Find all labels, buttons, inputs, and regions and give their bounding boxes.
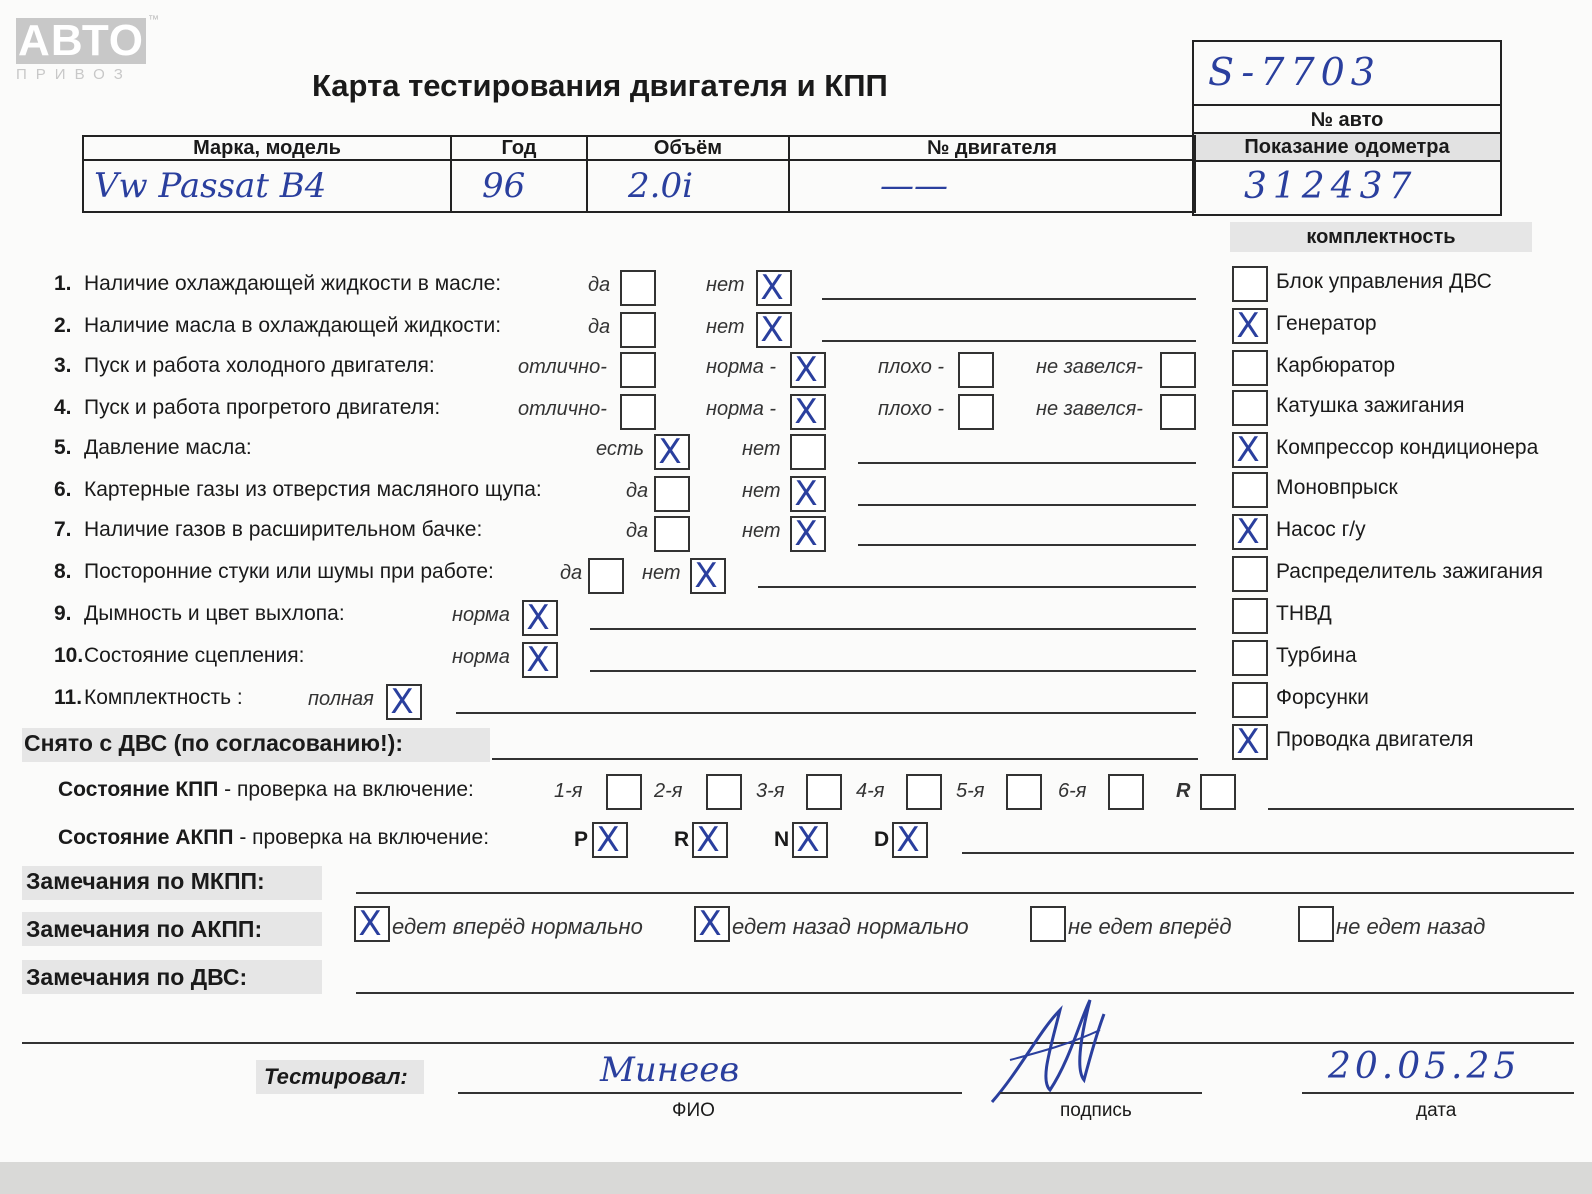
komplekt-4-checkbox[interactable] xyxy=(1232,390,1268,426)
question-3-option-2-label: норма - xyxy=(706,356,777,378)
question-3-option-4-checkbox[interactable] xyxy=(1160,352,1196,388)
question-3-option-1-label: отлично- xyxy=(518,356,607,378)
question-4 xyxy=(54,396,440,420)
year-value: 96 xyxy=(451,160,587,212)
question-4-option-3-label: плохо - xyxy=(878,398,945,420)
dvs-remarks-label: Замечания по ДВС: xyxy=(26,964,248,990)
kpp-gear-5-checkbox[interactable] xyxy=(1006,774,1042,810)
akpp-gear-3-checkbox-mark: X xyxy=(796,820,820,860)
question-9-text: Дымность и цвет выхлопа: xyxy=(84,602,345,625)
kpp-gear-6-checkbox[interactable] xyxy=(1108,774,1144,810)
question-2-line xyxy=(822,340,1196,342)
komplekt-1-checkbox[interactable] xyxy=(1232,266,1268,302)
komplekt-11-checkbox[interactable] xyxy=(1232,682,1268,718)
odometer-box xyxy=(1192,132,1502,216)
question-4-option-1-checkbox[interactable] xyxy=(620,394,656,430)
question-3 xyxy=(54,354,435,378)
year-header: Год xyxy=(451,136,587,160)
question-10-number: 10. xyxy=(54,644,84,667)
question-5-number: 5. xyxy=(54,436,72,459)
date-label: дата xyxy=(1416,1100,1457,1121)
question-6 xyxy=(54,478,542,502)
question-6-option-2-checkbox-mark: X xyxy=(794,474,818,514)
akpp-gear-2-checkbox-mark: X xyxy=(696,820,720,860)
akpp-line xyxy=(962,852,1574,854)
komplekt-7-label: Насос г/у xyxy=(1276,518,1366,541)
question-3-text: Пуск и работа холодного двигателя: xyxy=(84,354,435,377)
komplekt-8-label: Распределитель зажигания xyxy=(1276,560,1544,583)
question-2-option-1-label: да xyxy=(588,316,611,338)
komplekt-10-label: Турбина xyxy=(1276,644,1357,667)
question-7-line xyxy=(858,544,1196,546)
akpp-remark-1-label: едет вперёд нормально xyxy=(392,914,643,939)
komplekt-3-label: Карбюратор xyxy=(1276,354,1396,377)
question-7-option-1-label: да xyxy=(626,520,649,542)
kpp-gear-2-label: 2-я xyxy=(654,780,683,802)
komplekt-3-checkbox[interactable] xyxy=(1232,350,1268,386)
question-2-text: Наличие масла в охлаждающей жидкости: xyxy=(84,314,502,337)
question-8-option-2-checkbox-mark: X xyxy=(694,556,718,596)
komplekt-7-checkbox-mark: X xyxy=(1236,512,1260,552)
kpp-gear-7-label: R xyxy=(1176,780,1191,802)
question-6-text: Картерные газы из отверстия масляного щупа: xyxy=(84,478,542,501)
question-3-option-4-label: не завелся- xyxy=(1036,356,1143,378)
kpp-gear-3-checkbox[interactable] xyxy=(806,774,842,810)
akpp-gear-4-checkbox-mark: X xyxy=(896,820,920,860)
komplekt-12-label: Проводка двигателя xyxy=(1276,728,1474,751)
auto-number-label: № авто xyxy=(1194,104,1500,134)
akpp-remark-4-label: не едет назад xyxy=(1336,914,1486,939)
komplekt-2-checkbox-mark: X xyxy=(1236,306,1260,346)
akpp-remark-2-label: едет назад нормально xyxy=(732,914,969,939)
kpp-gear-2-checkbox[interactable] xyxy=(706,774,742,810)
kpp-gear-3-label: 3-я xyxy=(756,780,785,802)
akpp-remark-1-checkbox-mark: X xyxy=(358,904,382,944)
komplekt-5-checkbox-mark: X xyxy=(1236,430,1260,470)
question-8-option-1-checkbox[interactable] xyxy=(588,558,624,594)
komplekt-4-label: Катушка зажигания xyxy=(1276,394,1465,417)
question-2-option-1-checkbox[interactable] xyxy=(620,312,656,348)
question-4-option-3-checkbox[interactable] xyxy=(958,394,994,430)
volume-value: 2.0i xyxy=(587,160,789,212)
question-6-number: 6. xyxy=(54,478,72,501)
akpp-remarks-label: Замечания по АКПП: xyxy=(26,916,263,942)
akpp-gear-2-label: R xyxy=(674,828,690,851)
question-11-option-1-checkbox-mark: X xyxy=(390,682,414,722)
komplekt-title: комплектность xyxy=(1230,222,1532,252)
mkpp-remarks-label: Замечания по МКПП: xyxy=(26,868,265,894)
question-10-option-1-checkbox-mark: X xyxy=(526,640,550,680)
question-10 xyxy=(54,644,304,668)
question-10-text: Состояние сцепления: xyxy=(84,644,305,667)
dvs-line-2 xyxy=(22,1042,1574,1044)
model-value: Vw Passat B4 xyxy=(83,160,451,212)
removed-line xyxy=(492,758,1198,760)
akpp-gear-3-label: N xyxy=(774,828,790,851)
odometer-value: 312437 xyxy=(1244,166,1418,207)
akpp-remark-3-checkbox[interactable] xyxy=(1030,906,1066,942)
komplekt-9-checkbox[interactable] xyxy=(1232,598,1268,634)
kpp-gear-1-checkbox[interactable] xyxy=(606,774,642,810)
question-1-number: 1. xyxy=(54,272,72,295)
question-2-option-2-checkbox-mark: X xyxy=(760,310,784,350)
question-5-option-1-label: есть xyxy=(596,438,645,460)
question-1-line xyxy=(822,298,1196,300)
question-1-option-2-checkbox-mark: X xyxy=(760,268,784,308)
question-6-line xyxy=(858,504,1196,506)
question-7 xyxy=(54,518,482,542)
auto-number: S-7703 xyxy=(1208,50,1381,94)
question-11-line xyxy=(456,712,1196,714)
question-10-line xyxy=(590,670,1196,672)
volume-header: Объём xyxy=(587,136,789,160)
komplekt-6-checkbox[interactable] xyxy=(1232,472,1268,508)
page-title: Карта тестирования двигателя и КПП xyxy=(312,68,888,103)
dvs-line xyxy=(356,992,1574,994)
kpp-gear-4-label: 4-я xyxy=(856,780,885,802)
question-7-option-2-checkbox-mark: X xyxy=(794,514,818,554)
komplekt-11-label: Форсунки xyxy=(1276,686,1369,709)
avto-logo: АВТО xyxy=(16,18,146,64)
komplekt-8-checkbox[interactable] xyxy=(1232,556,1268,592)
kpp-gear-6-label: 6-я xyxy=(1058,780,1087,802)
kpp-line xyxy=(1268,808,1574,810)
question-1-option-1-label: да xyxy=(588,274,611,296)
question-2-number: 2. xyxy=(54,314,72,337)
akpp-gear-4-label: D xyxy=(874,828,890,851)
question-9-option-1-label: норма xyxy=(452,604,510,626)
avto-logo-sub: ПРИВОЗ xyxy=(16,66,132,83)
question-8 xyxy=(54,560,494,584)
date-line xyxy=(1302,1092,1574,1094)
question-4-option-4-checkbox[interactable] xyxy=(1160,394,1196,430)
model-header: Марка, модель xyxy=(83,136,451,160)
question-7-text: Наличие газов в расширительном бачке: xyxy=(84,518,483,541)
komplekt-6-label: Моновпрыск xyxy=(1276,476,1398,499)
date-value: 20.05.25 xyxy=(1328,1046,1521,1087)
question-4-option-2-label: норма - xyxy=(706,398,777,420)
name-line xyxy=(458,1092,962,1094)
kpp-gear-7-checkbox[interactable] xyxy=(1200,774,1236,810)
akpp-remark-4-checkbox[interactable] xyxy=(1298,906,1334,942)
question-7-option-2-label: нет xyxy=(742,520,781,542)
kpp-gear-5-label: 5-я xyxy=(956,780,985,802)
akpp-gear-1-checkbox-mark: X xyxy=(596,820,620,860)
question-4-number: 4. xyxy=(54,396,72,419)
akpp-gear-1-label: P xyxy=(574,828,589,851)
question-3-option-1-checkbox[interactable] xyxy=(620,352,656,388)
question-3-number: 3. xyxy=(54,354,72,377)
question-5-option-2-label: нет xyxy=(742,438,781,460)
question-10-option-1-label: норма xyxy=(452,646,510,668)
question-6-option-2-label: нет xyxy=(742,480,781,502)
question-8-number: 8. xyxy=(54,560,72,583)
question-2-option-2-label: нет xyxy=(706,316,745,338)
trademark: ™ xyxy=(148,14,159,26)
question-5-option-2-checkbox[interactable] xyxy=(790,434,826,470)
question-7-number: 7. xyxy=(54,518,72,541)
kpp-label: Состояние КПП - проверка на включение: xyxy=(58,778,474,801)
question-11-option-1-label: полная xyxy=(308,688,374,710)
akpp-remark-2-checkbox-mark: X xyxy=(698,904,722,944)
question-4-option-4-label: не завелся- xyxy=(1036,398,1143,420)
auto-number-box xyxy=(1192,40,1502,134)
question-6-option-1-label: да xyxy=(626,480,649,502)
vehicle-table xyxy=(82,135,1196,213)
scan-edge xyxy=(0,1162,1592,1194)
question-9 xyxy=(54,602,345,626)
signature xyxy=(980,990,1120,1114)
question-9-option-1-checkbox-mark: X xyxy=(526,598,550,638)
engine-value: —— xyxy=(789,160,1195,212)
question-1-text: Наличие охлаждающей жидкости в масле: xyxy=(84,272,502,295)
question-11-number: 11. xyxy=(54,686,83,709)
question-8-option-2-label: нет xyxy=(642,562,681,584)
question-7-option-1-checkbox[interactable] xyxy=(654,516,690,552)
question-8-line xyxy=(758,586,1196,588)
question-2 xyxy=(54,314,501,338)
question-1 xyxy=(54,272,501,296)
tester-name: Минеев xyxy=(600,1050,740,1090)
question-1-option-2-label: нет xyxy=(706,274,745,296)
sign-line xyxy=(1000,1092,1202,1094)
question-11-text: Комплектность : xyxy=(84,686,243,709)
question-9-line xyxy=(590,628,1196,630)
question-11 xyxy=(54,686,243,710)
question-5 xyxy=(54,436,252,460)
question-5-text: Давление масла: xyxy=(84,436,252,459)
engine-header: № двигателя xyxy=(789,136,1195,160)
question-4-option-2-checkbox-mark: X xyxy=(794,392,818,432)
akpp-remark-3-label: не едет вперёд xyxy=(1068,914,1232,939)
akpp-label: Состояние АКПП - проверка на включение: xyxy=(58,826,490,849)
question-3-option-3-label: плохо - xyxy=(878,356,945,378)
question-9-number: 9. xyxy=(54,602,72,625)
name-label: ФИО xyxy=(672,1100,715,1121)
odometer-label: Показание одометра xyxy=(1194,134,1500,162)
komplekt-1-label: Блок управления ДВС xyxy=(1276,270,1492,293)
question-1-option-1-checkbox[interactable] xyxy=(620,270,656,306)
removed-label: Снято с ДВС (по согласованию!): xyxy=(24,730,403,756)
question-6-option-1-checkbox[interactable] xyxy=(654,476,690,512)
kpp-gear-4-checkbox[interactable] xyxy=(906,774,942,810)
komplekt-9-label: ТНВД xyxy=(1276,602,1332,625)
komplekt-5-label: Компрессор кондиционера xyxy=(1276,436,1539,459)
question-4-option-1-label: отлично- xyxy=(518,398,607,420)
sign-label: подпись xyxy=(1060,1100,1132,1121)
komplekt-2-label: Генератор xyxy=(1276,312,1377,335)
kpp-gear-1-label: 1-я xyxy=(554,780,583,802)
question-8-option-1-label: да xyxy=(560,562,583,584)
komplekt-10-checkbox[interactable] xyxy=(1232,640,1268,676)
question-5-line xyxy=(858,462,1196,464)
komplekt-12-checkbox-mark: X xyxy=(1236,722,1260,762)
question-3-option-2-checkbox-mark: X xyxy=(794,350,818,390)
mkpp-line xyxy=(356,892,1574,894)
question-8-text: Посторонние стуки или шумы при работе: xyxy=(84,560,494,583)
question-5-option-1-checkbox-mark: X xyxy=(658,432,682,472)
tested-label: Тестировал: xyxy=(264,1064,408,1089)
question-3-option-3-checkbox[interactable] xyxy=(958,352,994,388)
question-4-text: Пуск и работа прогретого двигателя: xyxy=(84,396,441,419)
